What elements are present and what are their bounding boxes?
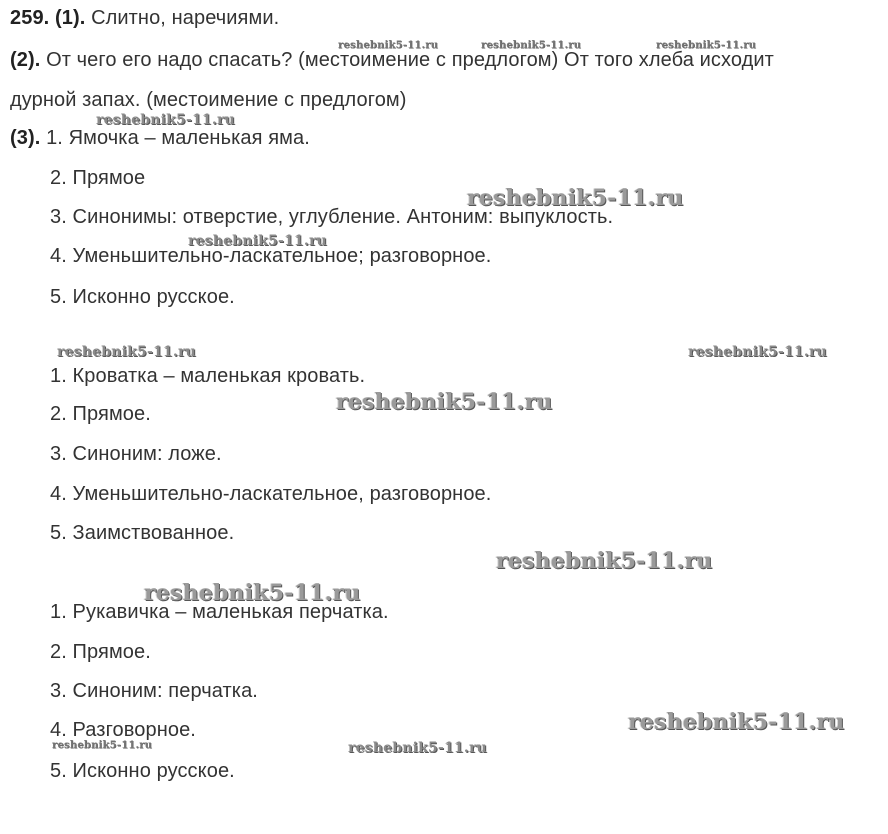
group-2-item-3: 3. Синоним: ложе. <box>50 443 222 465</box>
group-2-item-4: 4. Уменьшительно-ласкательное, разговорное. <box>50 483 492 505</box>
group-1-item-4: 4. Уменьшительно-ласкательное; разговорное. <box>50 245 492 267</box>
watermark: reshebnik5-11.ru <box>656 40 757 51</box>
group-2-item-1: 1. Кроватка – маленькая кровать. <box>50 365 366 387</box>
watermark: reshebnik5-11.ru <box>348 740 487 756</box>
part-1-label: (1). <box>55 7 86 29</box>
watermark: reshebnik5-11.ru <box>338 40 439 51</box>
group-3-item-3: 3. Синоним: перчатка. <box>50 680 258 702</box>
watermark: reshebnik5-11.ru <box>96 112 235 128</box>
watermark: reshebnik5-11.ru <box>467 185 684 211</box>
watermark: reshebnik5-11.ru <box>496 548 713 574</box>
part-2-text-line-2: дурной запах. (местоимение с предлогом) <box>10 89 407 111</box>
group-2-item-2: 2. Прямое. <box>50 403 151 425</box>
watermark: reshebnik5-11.ru <box>52 740 153 751</box>
watermark: reshebnik5-11.ru <box>336 389 553 415</box>
watermark: reshebnik5-11.ru <box>481 40 582 51</box>
part-3-label: (3). <box>10 127 41 149</box>
part-2-label: (2). <box>10 49 41 71</box>
watermark: reshebnik5-11.ru <box>57 344 196 360</box>
group-1-item-3: 3. Синонимы: отверстие, углубление. Антоним: выпуклость. <box>50 206 614 228</box>
part-1-text: Слитно, наречиями. <box>91 7 280 29</box>
watermark: reshebnik5-11.ru <box>628 709 845 735</box>
group-1-item-2: 2. Прямое <box>50 167 146 189</box>
watermark: reshebnik5-11.ru <box>188 233 327 249</box>
part-2-line-1 <box>10 48 774 72</box>
group-2-item-5: 5. Заимствованное. <box>50 522 235 544</box>
group-1-item-1: 1. Ямочка – маленькая яма. <box>46 127 310 149</box>
group-3-item-4: 4. Разговорное. <box>50 719 196 741</box>
part-2-text-line-1: От чего его надо спасать? (местоимение с предлогом) От того хлеба исходит <box>46 49 774 71</box>
group-3-item-2: 2. Прямое. <box>50 641 151 663</box>
group-3-item-5: 5. Исконно русское. <box>50 760 235 782</box>
part-3-line <box>10 126 310 150</box>
task-number: 259. <box>10 7 50 29</box>
group-1-item-5: 5. Исконно русское. <box>50 286 235 308</box>
watermark: reshebnik5-11.ru <box>144 580 361 606</box>
part-2-line-2 <box>10 88 407 112</box>
task-1-line <box>10 6 279 30</box>
group-3-item-1: 1. Рукавичка – маленькая перчатка. <box>50 601 389 623</box>
watermark: reshebnik5-11.ru <box>688 344 827 360</box>
